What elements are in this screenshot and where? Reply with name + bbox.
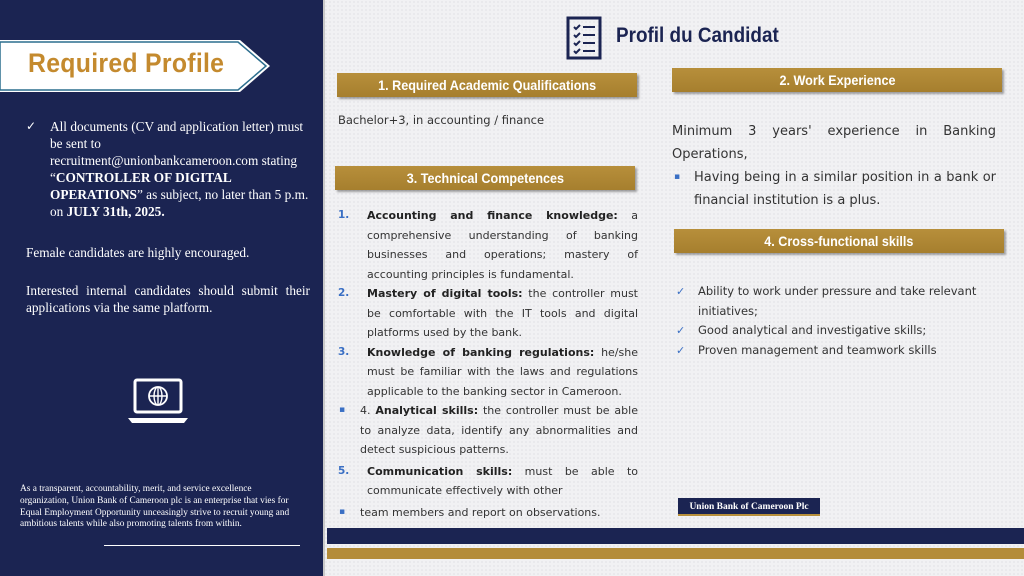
technical-competences-list [336, 206, 638, 522]
application-instructions [26, 118, 310, 220]
work-requirement: Minimum 3 years' experience in Banking Operations, [672, 124, 996, 162]
internal-candidates-note: Interested internal candidates should submit their applications via the same platform. [26, 283, 310, 315]
list-item: ✓ Ability to work under pressure and take relevant initiatives; [676, 284, 977, 318]
page-title: Profil du Candidat [616, 24, 779, 47]
list-item: ▪ team members and report on observations. [339, 505, 601, 519]
academic-text: Bachelor+3, in accounting / finance [338, 113, 545, 127]
checkmark-icon: ✓ [676, 285, 686, 298]
list-item: ✓ Good analytical and investigative skills; [676, 321, 1006, 341]
bottom-gold-bar [327, 548, 1024, 559]
left-panel [0, 0, 325, 576]
cross-functional-skills-list [676, 282, 1006, 360]
list-item: 2. Mastery of digital tools: the controller must be comfortable with the IT tools and digital platforms used by the bank. [338, 287, 638, 339]
instruction-bullet [26, 118, 310, 220]
square-bullet-icon: ▪ [674, 172, 681, 182]
deadline-date: JULY 31th, 2025. [66, 204, 165, 219]
header-icon [566, 16, 602, 60]
checklist-icon [566, 16, 602, 60]
section-technical-title: 3. Technical Competences [335, 166, 635, 190]
job-title-subject: CONTROLLER OF DIGITAL OPERATIONS [50, 170, 232, 202]
bottom-navy-bar [327, 528, 1024, 544]
instruction-text: All documents (CV and application letter) must be sent to recruitment@unionbankcameroon.com stating “ [50, 119, 304, 185]
instruction-text-mid: ” as subject, no later than 5 p.m. on [50, 187, 309, 219]
required-profile-title: Required Profile [28, 48, 225, 78]
work-bullet: ▪ Having being in a similar position in a bank or financial institution is a plus. [672, 166, 996, 212]
checkmark-icon: ✓ [676, 343, 686, 357]
equal-opportunity-statement: As a transparent, accountability, merit, and service excellence organization, Union Bank of Cameroon plc is an enterprise that vies for Equal Employment Opportunity unceasingly strive to recruit young and ambitious talents while also promoting talents from within. [20, 484, 290, 530]
list-item: 1. Accounting and finance knowledge: a comprehensive understanding of banking businesses and operations; mastery of accounting principles is fundamental. [338, 209, 638, 281]
work-experience-text [672, 120, 996, 212]
footer-divider [104, 545, 300, 546]
list-item: ✓ Proven management and teamwork skills [676, 341, 1006, 361]
brand-label: Union Bank of Cameroon Plc [678, 498, 820, 516]
laptop-globe-icon [126, 378, 190, 426]
list-item: 3. Knowledge of banking regulations: he/she must be familiar with the laws and regulations applicable to the banking sector in Cameroon. [338, 345, 638, 398]
section-work-title: 2. Work Experience [672, 68, 1002, 92]
list-item: 5. Communication skills: must be able to communicate effectively with other [338, 464, 639, 497]
list-item: ▪ 4. Analytical skills: the controller must be able to analyze data, identify any abnormalities and detect suspicious patterns. [339, 404, 638, 456]
female-candidates-note: Female candidates are highly encouraged. [26, 245, 250, 260]
required-profile-banner [0, 40, 270, 92]
checkmark-icon: ✓ [676, 324, 686, 337]
checkmark-icon: ✓ [26, 119, 37, 133]
section-cross-title: 4. Cross-functional skills [674, 229, 1004, 253]
section-academic-title: 1. Required Academic Qualifications [337, 73, 637, 97]
